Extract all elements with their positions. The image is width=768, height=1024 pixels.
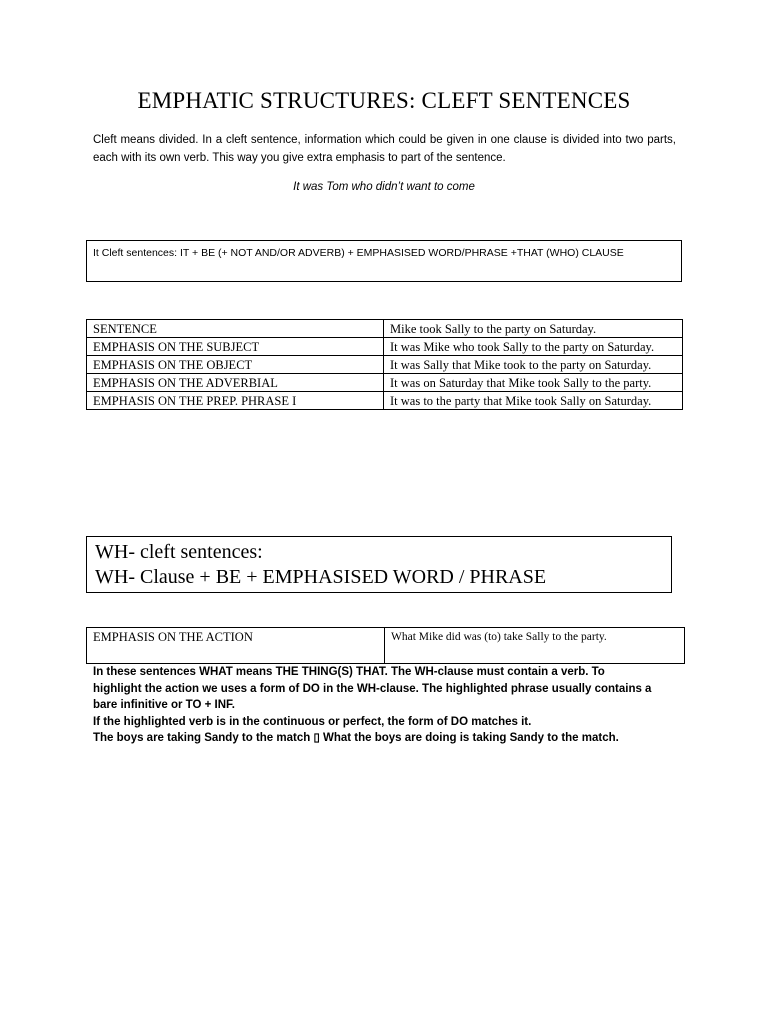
example-sentence: It was Tom who didn’t want to come bbox=[293, 181, 475, 193]
wh-cleft-formula-box bbox=[86, 536, 672, 593]
wh-cleft-heading: WH- cleft sentences: bbox=[95, 541, 263, 563]
wh-cleft-table bbox=[86, 627, 685, 664]
it-cleft-formula-box: It Cleft sentences: IT + BE (+ NOT AND/OR ADVERB) + EMPHASISED WORD/PHRASE +THAT (WHO) CLAUSE bbox=[86, 240, 682, 282]
table-row bbox=[87, 628, 685, 664]
table-row bbox=[87, 356, 683, 374]
note-paragraph: In these sentences WHAT means THE THING(S) THAT. The WH-clause must contain a verb. To highlight the action we uses a form of DO in the WH-clause. The highlighted phrase usually contains a bare infinitive or TO + INF. bbox=[93, 666, 652, 711]
intro-paragraph: Cleft means divided. In a cleft sentence, information which could be given in one clause is divided into two parts, each with its own verb. This way you give extra emphasis to part of the sentence. bbox=[93, 134, 676, 164]
row-label: SENTENCE bbox=[87, 320, 384, 338]
table-row bbox=[87, 338, 683, 356]
page-title: EMPHATIC STRUCTURES: CLEFT SENTENCES bbox=[137, 88, 631, 113]
wh-cleft-formula: WH- Clause + BE + EMPHASISED WORD / PHRASE bbox=[95, 566, 547, 588]
note-paragraph: If the highlighted verb is in the continuous or perfect, the form of DO matches it. bbox=[93, 715, 532, 728]
row-label: EMPHASIS ON THE OBJECT bbox=[87, 356, 384, 374]
notes-section bbox=[93, 664, 653, 747]
row-label: EMPHASIS ON THE PREP. PHRASE I bbox=[87, 392, 384, 410]
table-row bbox=[87, 374, 683, 392]
row-example: What Mike did was (to) take Sally to the party. bbox=[385, 628, 685, 664]
row-example: It was to the party that Mike took Sally on Saturday. bbox=[384, 392, 683, 410]
row-label: EMPHASIS ON THE SUBJECT bbox=[87, 338, 384, 356]
row-label: EMPHASIS ON THE ACTION bbox=[87, 628, 385, 664]
row-example: It was Mike who took Sally to the party on Saturday. bbox=[384, 338, 683, 356]
table-row bbox=[87, 320, 683, 338]
it-cleft-table bbox=[86, 319, 683, 410]
row-example: Mike took Sally to the party on Saturday. bbox=[384, 320, 683, 338]
table-row bbox=[87, 392, 683, 410]
row-label: EMPHASIS ON THE ADVERBIAL bbox=[87, 374, 384, 392]
row-example: It was on Saturday that Mike took Sally to the party. bbox=[384, 374, 683, 392]
row-example: It was Sally that Mike took to the party on Saturday. bbox=[384, 356, 683, 374]
note-paragraph: The boys are taking Sandy to the match ▯ What the boys are doing is taking Sandy to the match. bbox=[93, 732, 619, 744]
